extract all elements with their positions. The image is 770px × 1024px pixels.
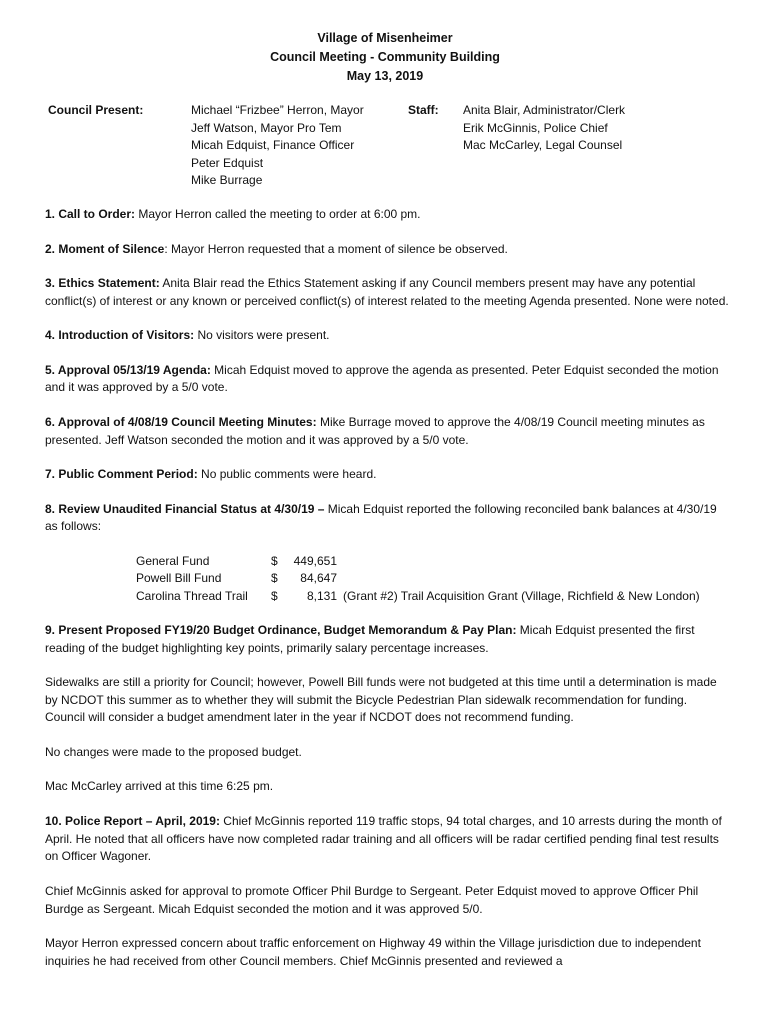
bank-balance-row [136,588,730,605]
staff-label: Staff: [408,103,439,117]
fund-note [337,553,343,570]
agenda-item-visitors [45,327,730,345]
bank-balance-row [136,570,730,587]
fund-currency: $ [271,553,278,568]
budget-paragraph: Sidewalks are still a priority for Council; however, Powell Bill funds were not budgeted at this time until a determination is made by NCDOT this summer as to whether they will submit the Bicycle Pedestrian Plan sidewalk recommendation for funding. Council will consider a budget amendment later in the year if NCDOT does not recommend funding. [45,675,717,725]
council-member: Michael “Frizbee” Herron, Mayor [191,103,364,117]
agenda-item-budget [45,622,730,657]
agenda-item-financial-status [45,501,730,536]
budget-paragraph: Mac McCarley arrived at this time 6:25 pm. [45,779,274,794]
agenda-item-heading: 5. Approval 05/13/19 Agenda: [45,362,211,377]
agenda-item-call-to-order [45,206,730,224]
bank-balances-table [45,553,730,605]
fund-note: (Grant #2) Trail Acquisition Grant (Village, Richfield & New London) [343,588,700,603]
agenda-item-heading: 9. Present Proposed FY19/20 Budget Ordinance, Budget Memorandum & Pay Plan: [45,622,517,637]
agenda-item-text: Mike Burrage moved to approve the 4/08/19 Council meeting minutes as presented. Jeff Watson seconded the motion and it was approved by a 5/0 vote. [45,414,705,447]
council-members-list [191,102,364,190]
agenda-item-text: Micah Edquist moved to approve the agenda as presented. Peter Edquist seconded the motion and it was approved by a 5/0 vote. [45,362,719,395]
agenda-item-text: Mayor Herron called the meeting to order at 6:00 pm. [135,207,421,221]
council-member: Mike Burrage [191,173,263,188]
staff-member: Mac McCarley, Legal Counsel [463,138,623,153]
agenda-item-text: Anita Blair read the Ethics Statement asking if any Council members present may have any potential conflict(s) of interest or any known or perceived conflict(s) of interest related to the meeting Agenda presented. None were noted. [45,276,729,308]
bank-balance-row [136,553,730,570]
fund-currency: $ [271,571,278,586]
agenda-item-heading: 7. Public Comment Period: [45,467,198,482]
agenda-item-ethics-statement [45,275,730,310]
agenda-item-text: No public comments were heard. [197,467,377,482]
agenda-item-heading: 8. Review Unaudited Financial Status at 4/30/19 – [45,501,325,516]
fund-name: Powell Bill Fund [136,571,222,586]
agenda-item-moment-of-silence [45,241,730,259]
police-paragraph: Chief McGinnis asked for approval to promote Officer Phil Burdge to Sergeant. Peter Edquist moved to approve Officer Phil Burdge as Sergeant. Micah Edquist seconded the motion and it was approved 5/0. [45,883,699,916]
police-paragraph: Mayor Herron expressed concern about traffic enforcement on Highway 49 within the Village jurisdiction due to independent inquiries he had received from other Council members. Chief McGinnis presented and reviewed a [45,936,701,968]
budget-paragraph: No changes were made to the proposed budget. [45,744,302,759]
agenda-item-text: No visitors were present. [194,328,330,343]
staff-list [463,102,625,155]
agenda-item-approval-agenda [45,362,730,397]
agenda-item-approval-minutes [45,414,730,449]
fund-currency: $ [271,588,278,603]
minutes-body [45,206,730,987]
agenda-item-text: Chief McGinnis reported 119 traffic stops, 94 total charges, and 10 arrests during the month of April. He noted that all officers have now completed radar training and all officers will be radar certified pending final test results on Officer Wagoner. [45,813,722,864]
agenda-item-heading: 3. Ethics Statement: [45,276,160,290]
agenda-item-text: : Mayor Herron requested that a moment of silence be observed. [164,241,508,256]
agenda-item-public-comment [45,466,730,484]
fund-amount: 449,651 [293,553,337,568]
fund-name: Carolina Thread Trail [136,588,248,603]
agenda-item-text: Micah Edquist presented the first reading of the budget highlighting key points, primarily salary percentage increases. [45,622,695,655]
agenda-item-heading: 2. Moment of Silence [45,241,165,256]
document-title: Village of Misenheimer [317,31,453,45]
document-subtitle: Council Meeting - Community Building [270,50,500,64]
fund-amount: 84,647 [300,571,337,586]
council-member: Micah Edquist, Finance Officer [191,138,355,153]
document-header [0,29,770,86]
council-present-label: Council Present: [48,103,144,117]
fund-note [337,570,343,587]
staff-member: Erik McGinnis, Police Chief [463,120,608,135]
agenda-item-text: Micah Edquist reported the following reconciled bank balances at 4/30/19 as follows: [45,501,717,534]
fund-amount: 8,131 [306,588,337,603]
agenda-item-police-report [45,813,730,866]
agenda-item-heading: 6. Approval of 4/08/19 Council Meeting Minutes: [45,414,317,429]
staff-member: Anita Blair, Administrator/Clerk [463,103,626,117]
document-date: May 13, 2019 [346,69,424,83]
fund-name: General Fund [136,553,210,568]
agenda-item-heading: 4. Introduction of Visitors: [45,328,195,343]
agenda-item-heading: 1. Call to Order: [45,207,136,221]
council-member: Peter Edquist [191,155,264,170]
agenda-item-heading: 10. Police Report – April, 2019: [45,813,220,828]
council-member: Jeff Watson, Mayor Pro Tem [191,120,342,135]
